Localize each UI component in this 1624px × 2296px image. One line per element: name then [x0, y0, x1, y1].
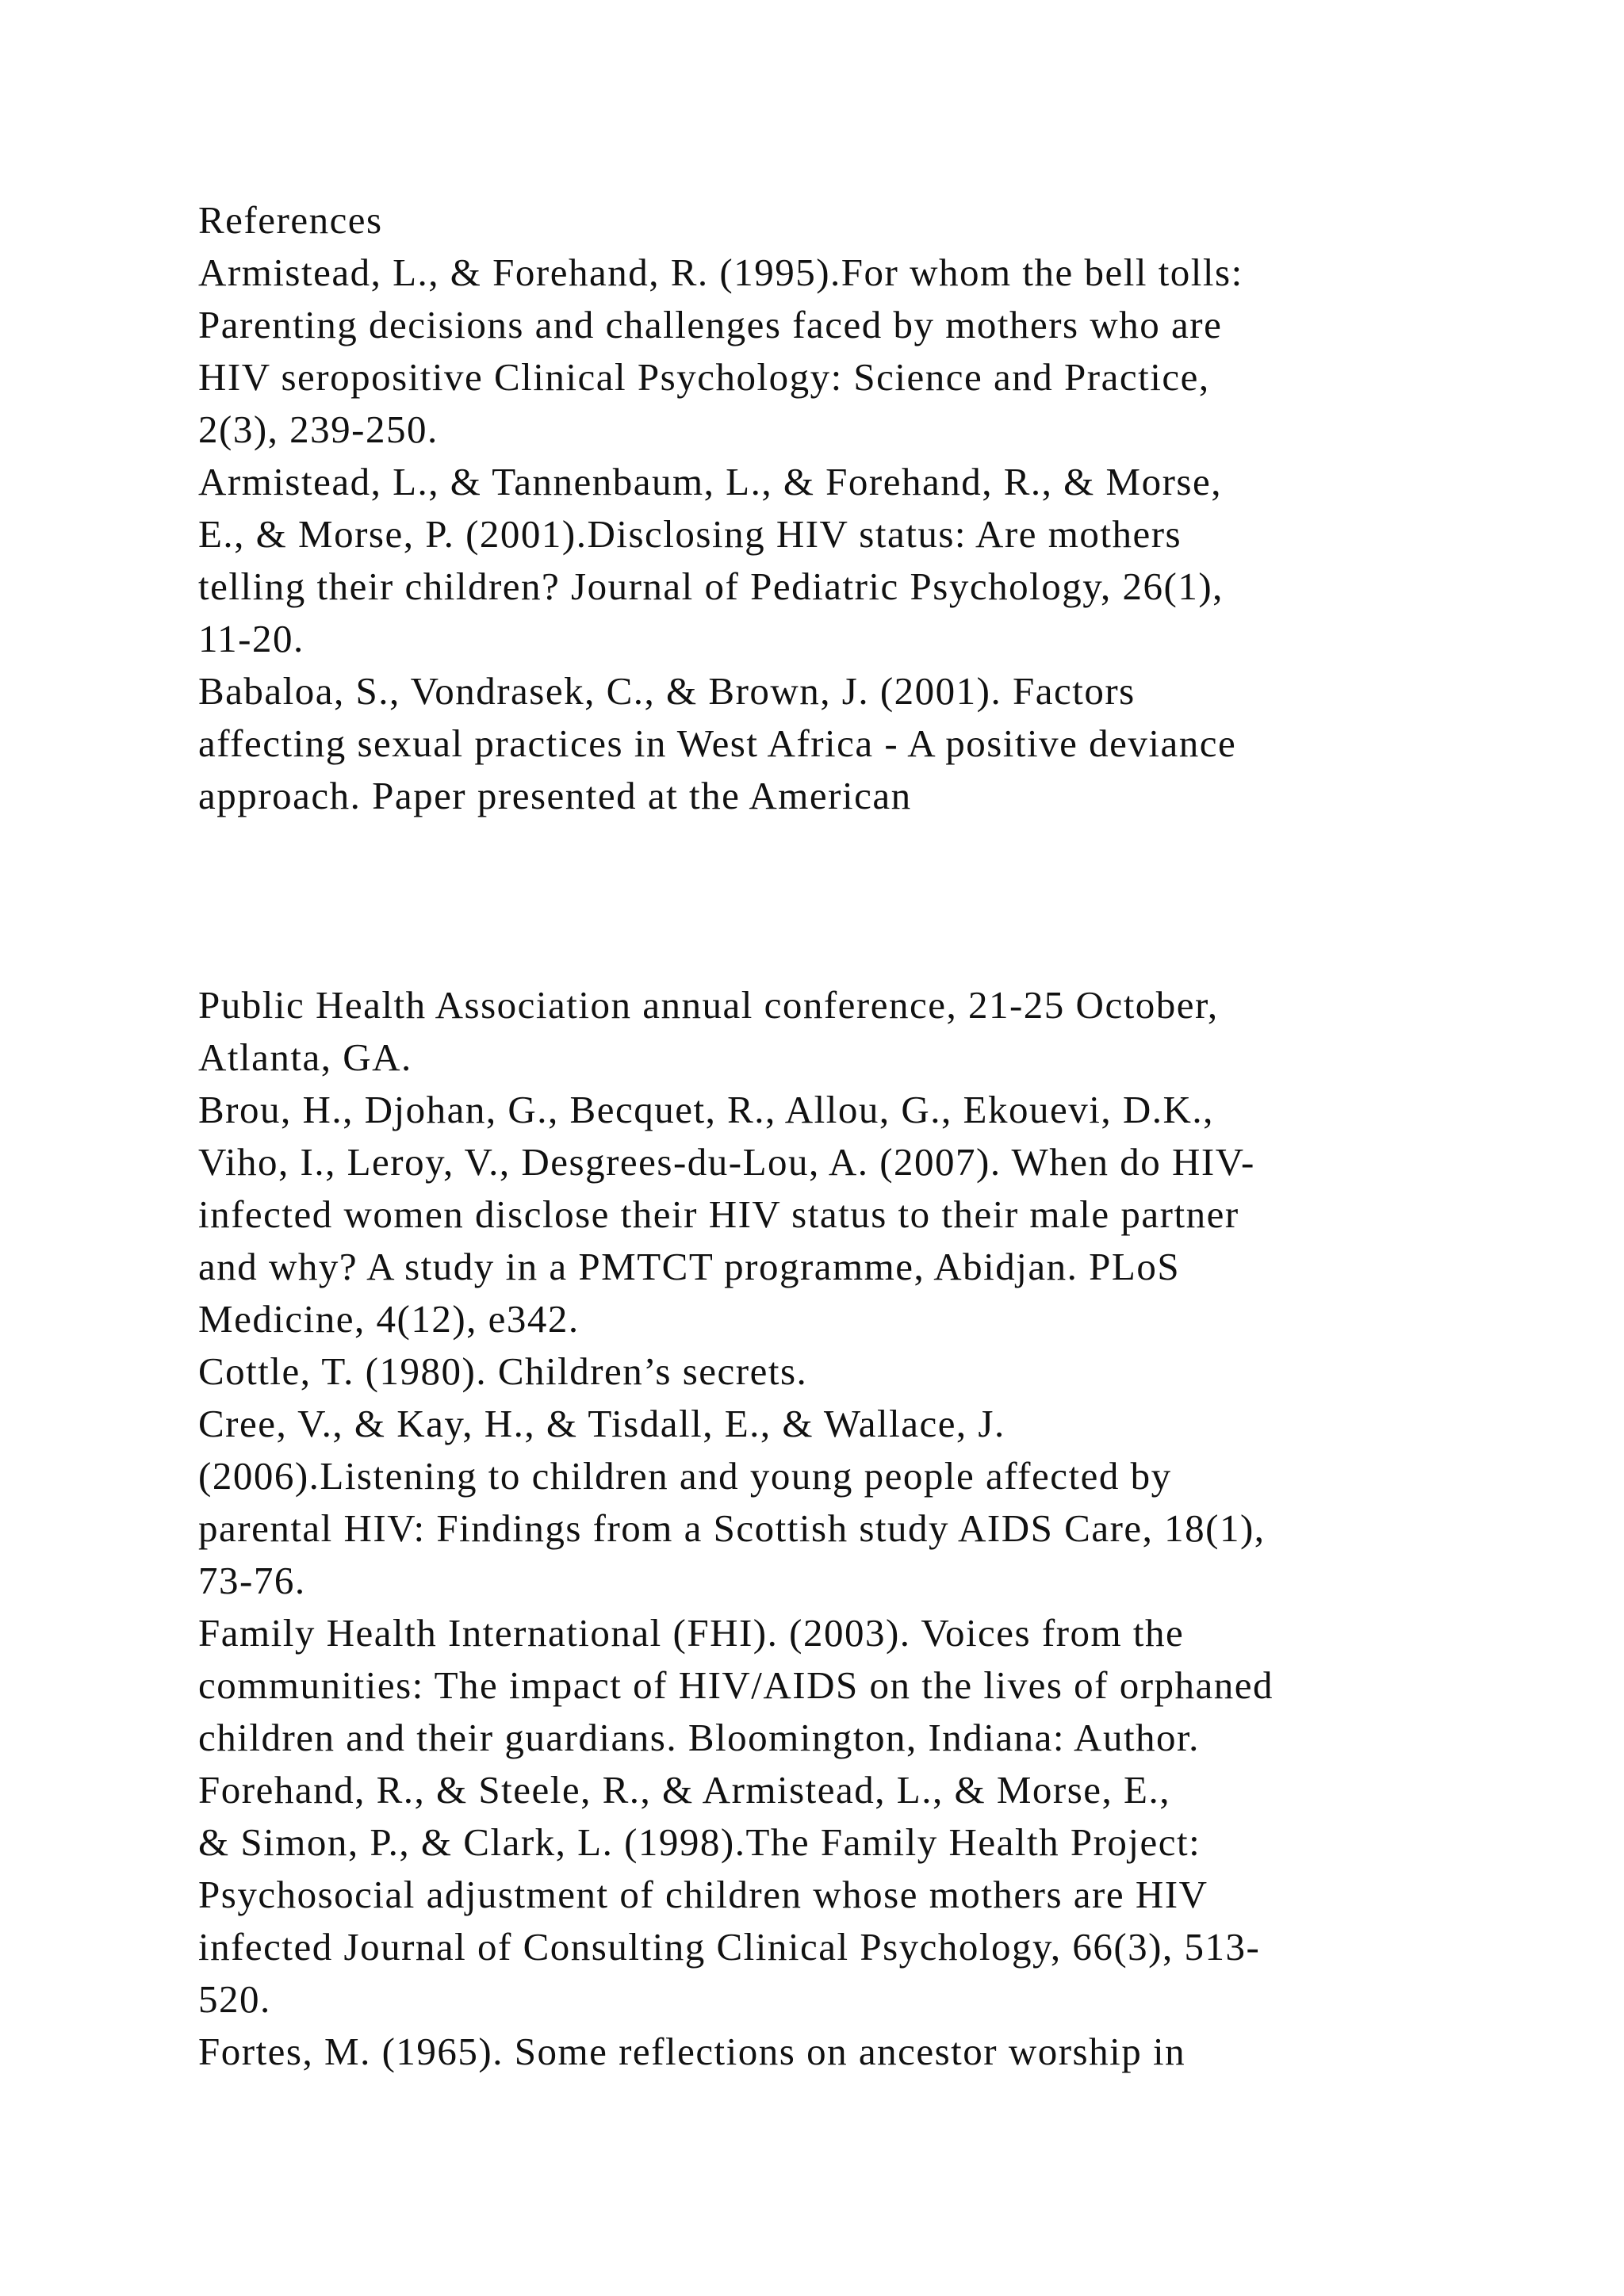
text-line: Babaloa, S., Vondrasek, C., & Brown, J. (2001). Factors: [198, 669, 1136, 713]
text-line: & Simon, P., & Clark, L. (1998).The Family Health Project:: [198, 1820, 1201, 1864]
text-line: Forehand, R., & Steele, R., & Armistead, L., & Morse, E.,: [198, 1768, 1170, 1812]
text-line: Cree, V., & Kay, H., & Tisdall, E., & Wallace, J.: [198, 1402, 1005, 1445]
text-line: (2006).Listening to children and young people affected by: [198, 1454, 1172, 1498]
text-line: 2(3), 239-250.: [198, 408, 439, 451]
text-line: 73-76.: [198, 1559, 306, 1602]
text-line: telling their children? Journal of Pediatric Psychology, 26(1),: [198, 564, 1224, 608]
text-line: Fortes, M. (1965). Some reflections on ancestor worship in: [198, 2030, 1186, 2073]
references-block-bottom: [198, 979, 1530, 2078]
text-line: affecting sexual practices in West Africa - A positive deviance: [198, 721, 1237, 765]
text-line: Public Health Association annual conference, 21-25 October,: [198, 983, 1219, 1027]
text-line: and why? A study in a PMTCT programme, Abidjan. PLoS: [198, 1245, 1181, 1288]
text-line: Cottle, T. (1980). Children’s secrets.: [198, 1349, 808, 1393]
text-line: approach. Paper presented at the American: [198, 774, 912, 817]
text-line: Brou, H., Djohan, G., Becquet, R., Allou, G., Ekouevi, D.K.,: [198, 1088, 1214, 1131]
text-line: Atlanta, GA.: [198, 1035, 412, 1079]
text-line: Parenting decisions and challenges faced by mothers who are: [198, 303, 1223, 346]
text-line: communities: The impact of HIV/AIDS on the lives of orphaned: [198, 1663, 1274, 1707]
references-block-top: [198, 194, 1530, 822]
text-line: Psychosocial adjustment of children whose mothers are HIV: [198, 1873, 1208, 1916]
text-line: infected women disclose their HIV status to their male partner: [198, 1192, 1239, 1236]
text-line: children and their guardians. Bloomington, Indiana: Author.: [198, 1716, 1200, 1759]
text-line: Family Health International (FHI). (2003). Voices from the: [198, 1611, 1185, 1655]
text-line: Armistead, L., & Tannenbaum, L., & Forehand, R., & Morse,: [198, 460, 1223, 503]
references-heading: References: [198, 198, 383, 242]
text-line: 520.: [198, 1977, 271, 2021]
text-line: HIV seropositive Clinical Psychology: Science and Practice,: [198, 355, 1210, 399]
text-line: parental HIV: Findings from a Scottish study AIDS Care, 18(1),: [198, 1506, 1266, 1550]
text-line: Viho, I., Leroy, V., Desgrees-du-Lou, A. (2007). When do HIV-: [198, 1140, 1255, 1184]
text-line: infected Journal of Consulting Clinical Psychology, 66(3), 513-: [198, 1925, 1261, 1969]
text-line: E., & Morse, P. (2001).Disclosing HIV status: Are mothers: [198, 512, 1182, 556]
text-line: Medicine, 4(12), e342.: [198, 1297, 580, 1341]
text-line: Armistead, L., & Forehand, R. (1995).For whom the bell tolls:: [198, 251, 1243, 294]
text-line: 11-20.: [198, 617, 304, 660]
